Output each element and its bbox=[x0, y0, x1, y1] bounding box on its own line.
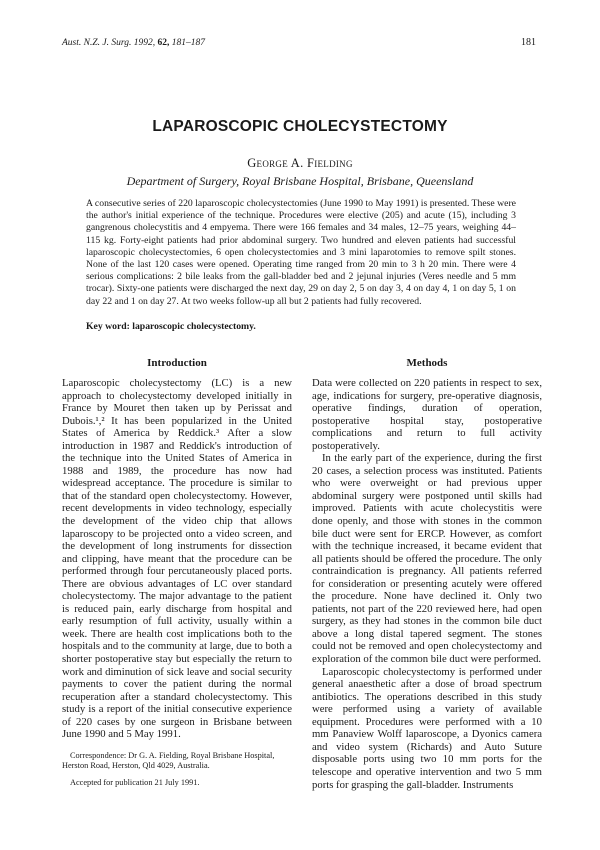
article-title: LAPAROSCOPIC CHOLECYSTECTOMY bbox=[152, 118, 448, 135]
methods-paragraph-1: Data were collected on 220 patients in respect to sex, age, indications for surgery, pre-operative diagnosis, operative findings, duration of operation, postoperative hospital stay, postoperative complications and return to full activity postoperatively. bbox=[312, 377, 542, 452]
left-column bbox=[62, 357, 292, 788]
methods-body bbox=[312, 377, 542, 791]
author-affiliation: Department of Surgery, Royal Brisbane Hospital, Brisbane, Queensland bbox=[126, 174, 474, 188]
accepted-note: Accepted for publication 21 July 1991. bbox=[70, 777, 200, 787]
page-number: 181 bbox=[521, 37, 536, 48]
methods-paragraph-3: Laparoscopic cholecystectomy is performed under general anaesthetic after a dose of broad spectrum antibiotics. The operations described in this study were performed using a variety of available equipment. Procedures were performed with a 10 mm Panaview Wolff laparoscope, a Dyonics camera and video system (Richards) and Auto Suture disposable ports using two 10 mm ports for the telescope and operative intervention and two 5 mm ports for grasping the gall-bladder. Instruments bbox=[312, 665, 542, 791]
abstract bbox=[86, 198, 516, 308]
introduction-heading: Introduction bbox=[147, 357, 207, 369]
introduction-paragraph: Laparoscopic cholecystectomy (LC) is a new approach to cholecystectomy developed initially in France by Mouret then taken up by Perissat and Dubois.¹,² It has been popularized in the United States of America by Reddick.³ After a slow introduction in 1987 and Reddick's introduction of the technique into the United States of America in 1988 and 1989, the procedure has now had widespread acceptance. The procedure is similar to that of the standard open cholecystectomy. However, recent developments in video technology, especially the development of the video chip that allows laparoscopy to be projected onto a video screen, and the development of long instruments for dissection and clipping, have meant that the procedure can be performed through four percutaneously placed ports. There are obvious advantages of LC over standard cholecystectomy. The major advantage to the patient is reduced pain, early discharge from hospital and early resumption of full activity, usually within a week. There are health cost implications both to the hospitals and to the community at large, due to both a shorter postoperative stay but especially the return to work and diminution of sick leave and social security payments to cover the patient during the normal recuperation after a standard cholecystectomy. This study is a report of the initial consecutive experience of 220 cases by one surgeon in Brisbane between June 1990 and 5 May 1991. bbox=[62, 377, 292, 741]
running-head bbox=[62, 38, 205, 48]
abstract-text: A consecutive series of 220 laparoscopic cholecystectomies (June 1990 to May 1991) is presented. These were the author's initial experience of the technique. Procedures were elective (205) and acute (15), including 3 gangrenous cholecystitis and 4 empyema. There were 166 females and 34 males, 12–75 years, weighing 44–115 kg. Forty-eight patients had prior abdominal surgery. Two hundred and eleven patients had successful laparoscopic cholecystectomies, 6 open cholecystectomies and 3 mini laparotomies to remove spilt stones. None of the last 120 cases were opened. Operating time ranged from 20 min to 3 h 20 min. There were 4 serious complications: 2 bile leaks from the gall-bladder bed and 2 jejunal injuries (Veres needle and 5 mm trocar). Sixty-one patients were discharged the next day, 29 on day 2, 5 on day 3, 4 on day 4, 1 on day 5, 1 on day 22 and 1 on day 27. At two weeks follow-up all but 2 patients had fully recovered. bbox=[86, 198, 516, 307]
journal-pages: 181–187 bbox=[171, 38, 205, 48]
introduction-body bbox=[62, 377, 292, 741]
journal-volume: 62, bbox=[157, 38, 170, 48]
methods-paragraph-2: In the early part of the experience, during the first 20 cases, a selection process was instituted. Patients who were overweight or had previous upper abdominal surgery were postponed until skills had improved. Patients with acute cholecystitis were done openly, and those with stones in the common bile duct were sent for ERCP. However, as comfort with the technique increased, it became evident that all patients should be offered the procedure. The only contraindication is pregnancy. All patients referred for consideration or presenting acutely were offered the procedure. None have declined it. Only two patients, not part of the 220 reviewed here, had open surgery, as they had stones in the common bile duct above a long distal tapered segment. The stones could not be removed and open cholecystectomy and exploration of the common bile duct were performed. bbox=[312, 452, 542, 666]
right-column bbox=[312, 357, 542, 791]
methods-heading: Methods bbox=[406, 357, 448, 369]
journal-year: 1992, bbox=[133, 38, 156, 48]
keywords: Key word: laparoscopic cholecystectomy. bbox=[86, 321, 256, 332]
author-name: George A. Fielding bbox=[247, 156, 353, 170]
journal-ref: Aust. N.Z. J. Surg. bbox=[62, 38, 132, 48]
correspondence-note: Correspondence: Dr G. A. Fielding, Royal Brisbane Hospital, Herston Road, Herston, Qld 4029, Australia. bbox=[62, 750, 275, 771]
